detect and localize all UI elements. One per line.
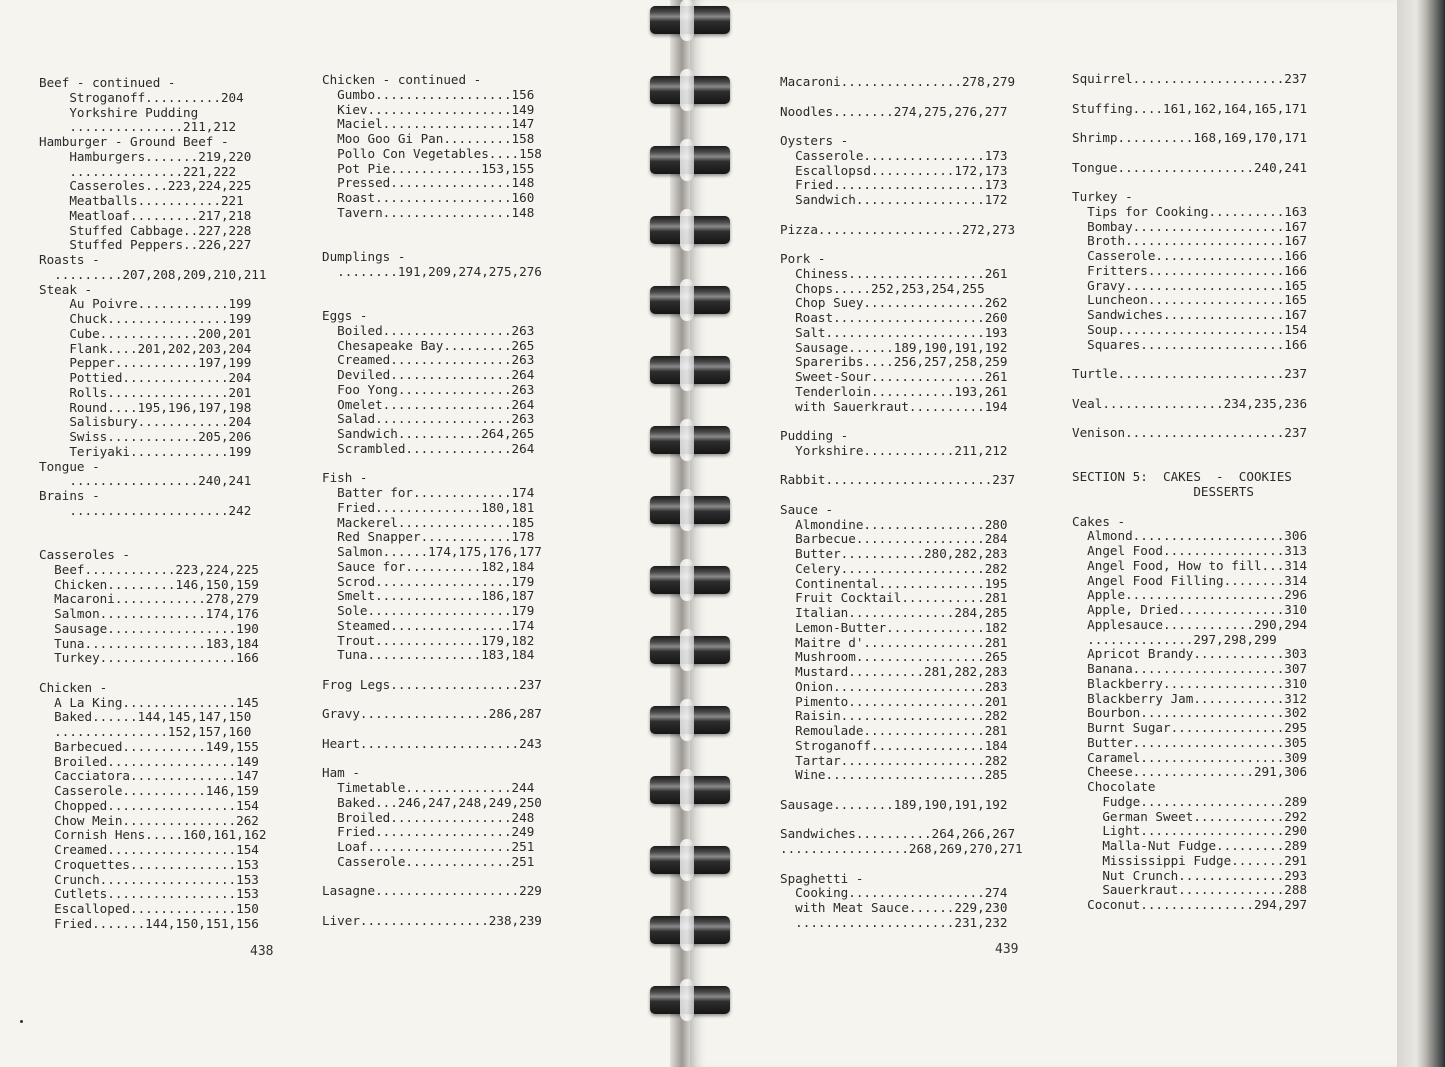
index-entry: Casseroles -	[39, 547, 130, 562]
index-entry: Turkey..................166	[39, 650, 259, 666]
index-entry	[1072, 382, 1307, 397]
spiral-coil	[650, 986, 730, 1014]
index-entry	[1072, 87, 1307, 102]
index-entry: Beef - continued -	[39, 75, 176, 90]
index-entry: Teriyaki.............199	[39, 443, 252, 459]
index-entry: Spareribs....256,257,258,259	[780, 354, 1008, 370]
index-entry: Foo Yong...............263	[322, 381, 535, 397]
spiral-coil	[650, 916, 730, 944]
page-number-right: 439	[995, 942, 1019, 957]
spiral-coil	[650, 566, 730, 594]
index-entry: DESSERTS	[1072, 484, 1254, 499]
index-entry: Gravy.................286,287	[322, 706, 542, 722]
index-entry: Macaroni............278,279	[39, 591, 259, 607]
index-entry: Fried.......144,150,151,156	[39, 915, 259, 931]
index-entry: ........191,209,274,275,276	[322, 263, 542, 279]
index-entry: Gravy.....................165	[1072, 277, 1308, 293]
index-entry: Crunch..................153	[39, 871, 259, 887]
index-entry: Gumbo..................156	[322, 86, 535, 102]
index-entry: Light...................290	[1072, 823, 1308, 839]
index-entry: .................240,241	[39, 473, 252, 489]
index-entry	[322, 221, 542, 236]
index-entry: Sandwiches................167	[1072, 307, 1308, 322]
spiral-coil	[650, 6, 730, 34]
index-entry: Fried....................173	[780, 177, 1008, 193]
index-entry: Kiev...................149	[322, 101, 535, 117]
index-entry: Macaroni................278,279	[780, 74, 1016, 89]
index-entry: Fried..................249	[322, 824, 535, 840]
index-entry: Fudge...................289	[1072, 793, 1308, 809]
index-entry: Boiled.................263	[322, 322, 535, 338]
index-entry: Barbecue.................284	[780, 531, 1008, 547]
index-entry: Chicken.........146,150,159	[39, 576, 259, 592]
index-entry: Chops.....252,253,254,255	[780, 280, 985, 296]
index-entry: Mushroom.................265	[780, 649, 1008, 665]
index-entry	[780, 237, 1023, 252]
index-entry: Tongue..................240,241	[1072, 159, 1308, 175]
index-column-2	[322, 73, 542, 929]
index-entry	[780, 119, 1023, 134]
index-entry: Heart.....................243	[322, 735, 542, 751]
index-entry: Sandwich...........264,265	[322, 426, 535, 441]
index-entry: Steamed................174	[322, 617, 535, 633]
index-entry: Broiled................248	[322, 809, 535, 825]
index-entry: Butter...........280,282,283	[780, 546, 1008, 561]
index-entry: Onion....................283	[780, 678, 1008, 694]
index-entry: Angel Food................313	[1072, 543, 1308, 558]
index-entry: ...............211,212	[39, 119, 237, 135]
index-entry: Batter for.............174	[322, 485, 535, 500]
index-entry: Malla-Nut Fudge.........289	[1072, 838, 1308, 853]
index-entry: A La King...............145	[39, 694, 259, 710]
index-entry	[39, 666, 266, 681]
index-entry: Fritters..................166	[1072, 262, 1308, 278]
index-entry: Rabbit......................237	[780, 472, 1016, 488]
index-entry: Rolls................201	[39, 384, 252, 400]
index-entry: .................268,269,270,271	[780, 841, 1023, 856]
spiral-coil	[650, 426, 730, 454]
index-entry	[1072, 411, 1307, 426]
index-entry: Frog Legs.................237	[322, 676, 542, 692]
index-entry: Moo Goo Gi Pan.........158	[322, 131, 535, 146]
index-entry: Pressed................148	[322, 175, 535, 191]
index-entry: Beef............223,224,225	[39, 561, 259, 577]
index-entry: ...............152,157,160	[39, 724, 252, 739]
index-entry: Tuna...............183,184	[322, 647, 535, 663]
index-entry: Apple.....................296	[1072, 587, 1308, 603]
index-entry: Pottied..............204	[39, 370, 252, 385]
index-column-3	[780, 75, 1023, 931]
index-entry	[322, 693, 542, 708]
index-entry: Fruit Cocktail...........281	[780, 590, 1008, 606]
index-entry	[322, 722, 542, 737]
index-entry	[322, 280, 542, 295]
index-entry: Maciel.................147	[322, 116, 535, 132]
index-entry: Blackberry................310	[1072, 675, 1308, 691]
index-entry: Mackerel...............185	[322, 514, 535, 530]
index-entry: Tuna................183,184	[39, 635, 259, 651]
index-entry: Stroganoff..........204	[39, 89, 244, 105]
index-entry: Dumplings -	[322, 249, 406, 264]
index-entry: Celery...................282	[780, 560, 1008, 576]
index-entry: Yorkshire Pudding	[39, 104, 199, 120]
index-entry: Salmon..............174,176	[39, 606, 259, 621]
left-page	[0, 0, 670, 1067]
index-entry: Cakes -	[1072, 513, 1126, 529]
index-entry: Meatloaf.........217,218	[39, 207, 252, 223]
index-entry: Chocolate	[1072, 779, 1156, 794]
index-entry: Tips for Cooking..........163	[1072, 203, 1308, 219]
index-entry: Broiled.................149	[39, 753, 259, 769]
index-entry: Scrod..................179	[322, 573, 535, 589]
index-entry: Tongue -	[39, 458, 100, 474]
index-entry: Creamed.................154	[39, 842, 259, 857]
spiral-coil	[650, 846, 730, 874]
index-entry: ..............297,298,299	[1072, 631, 1277, 647]
index-entry	[780, 857, 1023, 872]
index-entry: Pork -	[780, 251, 826, 266]
index-entry	[1072, 175, 1307, 190]
index-entry: Fish -	[322, 470, 368, 486]
index-entry: Deviled................264	[322, 367, 535, 382]
index-entry	[1072, 352, 1307, 367]
index-entry: Omelet.................264	[322, 396, 535, 412]
index-entry: Tavern.................148	[322, 204, 535, 220]
index-entry: Au Poivre............199	[39, 296, 252, 312]
index-entry	[780, 813, 1023, 828]
index-entry: Loaf...................251	[322, 839, 535, 854]
index-entry: Pepper...........197,199	[39, 355, 252, 371]
index-entry: Steak -	[39, 281, 93, 297]
spiral-coil	[650, 706, 730, 734]
index-entry: Liver.................238,239	[322, 912, 542, 928]
index-entry: Cube.............200,201	[39, 325, 252, 341]
index-entry: Cutlets.................153	[39, 886, 259, 902]
right-page	[690, 0, 1397, 1067]
index-entry: Barbecued...........149,155	[39, 738, 259, 754]
index-entry: Turtle......................237	[1072, 366, 1308, 381]
index-entry: Fried..............180,181	[322, 499, 535, 515]
index-entry: Almondine................280	[780, 516, 1008, 532]
index-entry: Remoulade................281	[780, 723, 1008, 738]
index-entry: Stuffed Cabbage..227,228	[39, 222, 252, 238]
index-entry: Banana....................307	[1072, 661, 1308, 676]
index-entry: Maitre d'................281	[780, 634, 1008, 650]
index-entry: Salad..................263	[322, 411, 535, 427]
book-back-cover-edge	[1397, 0, 1445, 1067]
index-entry: Veal................234,235,236	[1072, 395, 1308, 411]
index-entry: Roast..................160	[322, 190, 535, 205]
index-entry: Salmon......174,175,176,177	[322, 544, 542, 559]
index-entry: Spaghetti -	[780, 870, 864, 886]
index-entry: Escallopsd...........172,173	[780, 162, 1008, 178]
index-entry: Round....195,196,197,198	[39, 399, 252, 415]
index-entry: Yorkshire............211,212	[780, 442, 1008, 458]
spiral-coil	[650, 636, 730, 664]
index-entry: Burnt Sugar...............295	[1072, 720, 1308, 735]
index-entry: Chuck................199	[39, 311, 252, 326]
index-entry: Pimento..................201	[780, 693, 1008, 709]
index-entry: Apple, Dried..............310	[1072, 602, 1308, 617]
ink-speck	[20, 1020, 23, 1023]
index-entry: Chiness..................261	[780, 265, 1008, 281]
index-entry: .....................231,232	[780, 914, 1008, 930]
index-entry: Angel Food Filling........314	[1072, 572, 1308, 588]
index-entry: Tartar...................282	[780, 752, 1008, 768]
index-entry: Cornish Hens.....160,161,162	[39, 827, 267, 843]
index-entry: Baked......144,145,147,150	[39, 709, 252, 725]
index-entry: Roasts -	[39, 252, 100, 267]
index-entry: Wine.....................285	[780, 767, 1008, 783]
index-entry	[780, 459, 1023, 474]
index-entry: Stroganoff...............184	[780, 737, 1008, 753]
index-entry	[322, 294, 542, 309]
index-entry: Mustard..........281,282,283	[780, 664, 1008, 679]
index-entry: Croquettes..............153	[39, 856, 259, 872]
index-entry	[39, 533, 266, 548]
index-entry: Chow Mein...............262	[39, 812, 259, 828]
index-entry	[322, 235, 542, 250]
index-entry: Swiss............205,206	[39, 429, 252, 444]
index-entry: Bombay....................167	[1072, 218, 1308, 234]
index-entry: Eggs -	[322, 308, 368, 323]
index-entry	[1072, 500, 1307, 515]
index-entry: SECTION 5: CAKES - COOKIES	[1072, 469, 1292, 485]
index-entry: Continental..............195	[780, 575, 1008, 591]
index-entry: Pollo Con Vegetables....158	[322, 145, 542, 161]
index-entry	[1072, 456, 1307, 471]
index-entry: Stuffed Peppers..226,227	[39, 237, 252, 253]
index-entry: Red Snapper............178	[322, 529, 535, 545]
index-entry: Hamburger - Ground Beef -	[39, 134, 229, 149]
index-entry: Salt.....................193	[780, 324, 1008, 340]
index-entry: Casserole.................166	[1072, 248, 1308, 263]
index-entry: Caramel...................309	[1072, 749, 1308, 765]
index-entry: Chopped.................154	[39, 797, 259, 813]
index-entry: Bourbon...................302	[1072, 705, 1308, 721]
index-entry: with Sauerkraut..........194	[780, 398, 1008, 414]
index-entry: Sausage........189,190,191,192	[780, 796, 1008, 812]
index-entry: Sandwiches..........264,266,267	[780, 826, 1016, 842]
index-entry: with Meat Sauce......229,230	[780, 900, 1008, 915]
index-entry: Tenderloin...........193,261	[780, 383, 1008, 399]
index-entry	[322, 663, 542, 678]
index-entry: Creamed................263	[322, 352, 535, 368]
index-entry: Chesapeake Bay.........265	[322, 337, 535, 353]
index-entry: Pudding -	[780, 428, 849, 443]
index-entry: Squares...................166	[1072, 336, 1308, 352]
index-entry: Ham -	[322, 765, 360, 781]
index-entry: Coconut...............294,297	[1072, 897, 1308, 912]
index-entry: Cheese................291,306	[1072, 764, 1308, 780]
index-entry	[1072, 116, 1307, 131]
index-entry: Lasagne...................229	[322, 883, 542, 899]
index-entry: Pot Pie............153,155	[322, 160, 535, 176]
index-entry: Nut Crunch..............293	[1072, 867, 1308, 883]
index-entry: Brains -	[39, 488, 100, 503]
index-entry: Escalloped..............150	[39, 901, 259, 916]
index-entry: Lemon-Butter.............182	[780, 619, 1008, 635]
index-entry: Casserole...........146,159	[39, 783, 259, 798]
index-entry: Sauce for..........182,184	[322, 558, 535, 574]
index-entry: Applesauce............290,294	[1072, 616, 1308, 632]
index-entry	[1072, 441, 1307, 456]
index-entry: Squirrel....................237	[1072, 71, 1308, 86]
index-entry: .........207,208,209,210,211	[39, 266, 267, 282]
index-entry: Trout..............179,182	[322, 632, 535, 648]
index-entry: Sauerkraut..............288	[1072, 882, 1308, 898]
index-entry	[322, 899, 542, 914]
spiral-coil	[650, 776, 730, 804]
index-entry: Scrambled..............264	[322, 440, 535, 456]
index-entry: Cacciatora..............147	[39, 768, 259, 784]
spiral-coil	[650, 76, 730, 104]
index-entry: Soup......................154	[1072, 321, 1308, 337]
index-entry: Casserole................173	[780, 147, 1008, 163]
index-entry	[322, 457, 542, 472]
index-entry: Flank....201,202,203,204	[39, 340, 252, 356]
index-entry: Baked...246,247,248,249,250	[322, 794, 542, 810]
index-entry: Venison.....................237	[1072, 425, 1308, 440]
index-entry: Roast....................260	[780, 310, 1008, 325]
index-entry: Meatballs...........221	[39, 193, 244, 208]
index-entry: Almond....................306	[1072, 528, 1308, 544]
spiral-coil	[650, 216, 730, 244]
index-entry: Timetable..............244	[322, 780, 535, 795]
index-entry: Sole...................179	[322, 603, 535, 618]
index-entry: Turkey -	[1072, 189, 1133, 204]
index-entry: Raisin...................282	[780, 708, 1008, 724]
index-entry	[780, 783, 1023, 798]
index-column-4	[1072, 72, 1307, 913]
index-entry	[39, 519, 266, 534]
index-entry: Blackberry Jam............312	[1072, 690, 1308, 706]
index-entry: Apricot Brandy............303	[1072, 646, 1308, 662]
index-entry: Pizza...................272,273	[780, 221, 1016, 237]
index-entry: Luncheon..................165	[1072, 292, 1308, 308]
index-entry: Sausage......189,190,191,192	[780, 339, 1008, 355]
index-entry: Mississippi Fudge.......291	[1072, 852, 1308, 868]
index-entry: Sandwich.................172	[780, 192, 1008, 207]
index-entry	[780, 90, 1023, 105]
index-entry	[780, 488, 1023, 503]
index-entry: Noodles........274,275,276,277	[780, 103, 1008, 119]
spiral-coil	[650, 286, 730, 314]
spiral-coil	[650, 496, 730, 524]
page-number-left: 438	[250, 944, 274, 959]
index-entry: Broth.....................167	[1072, 233, 1308, 249]
index-entry: ...............221,222	[39, 163, 237, 179]
index-entry: Hamburgers.......219,220	[39, 148, 252, 164]
index-entry: Stuffing....161,162,164,165,171	[1072, 100, 1308, 116]
index-entry: Chicken - continued -	[322, 72, 482, 87]
index-entry: Chop Suey................262	[780, 295, 1008, 311]
index-entry: Italian..............284,285	[780, 605, 1008, 620]
index-entry: .....................242	[39, 502, 252, 518]
index-column-1	[39, 76, 266, 932]
index-entry: Casserole..............251	[322, 853, 535, 869]
index-entry	[322, 752, 542, 767]
index-entry: Salisbury............204	[39, 414, 252, 430]
index-entry	[1072, 146, 1307, 161]
index-entry	[780, 414, 1023, 429]
index-entry	[780, 208, 1023, 223]
index-entry: Oysters -	[780, 133, 849, 148]
index-entry	[322, 870, 542, 885]
spiral-coil	[650, 356, 730, 384]
index-entry: Cooking..................274	[780, 885, 1008, 901]
index-entry: Butter....................305	[1072, 734, 1308, 750]
index-entry: Sweet-Sour...............261	[780, 369, 1008, 384]
index-entry: Shrimp..........168,169,170,171	[1072, 130, 1308, 145]
index-entry: Sauce -	[780, 501, 834, 517]
index-entry: Chicken -	[39, 679, 108, 695]
index-entry: German Sweet............292	[1072, 808, 1308, 824]
index-entry: Angel Food, How to fill...314	[1072, 557, 1308, 573]
index-entry: Smelt..............186,187	[322, 588, 535, 604]
index-entry: Sausage.................190	[39, 620, 259, 636]
index-entry: Casseroles...223,224,225	[39, 178, 252, 194]
spiral-coil	[650, 146, 730, 174]
